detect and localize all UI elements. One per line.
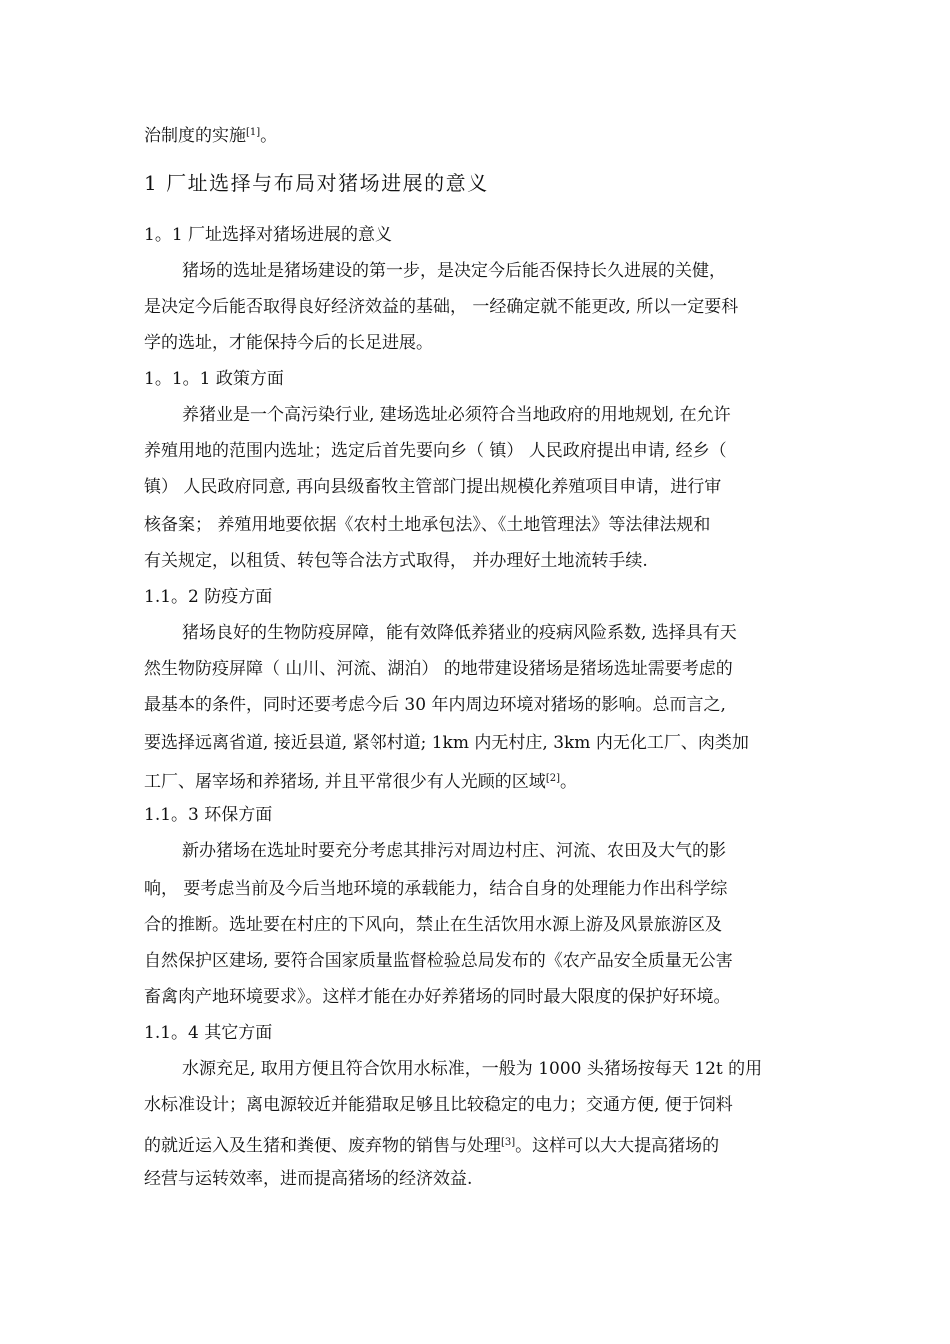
paragraph-line: 猪场良好的生物防疫屏障，能有效降低养猪业的疫病风险系数, 选择具有天 bbox=[182, 623, 737, 643]
subsection-heading: 1.1。3 环保方面 bbox=[144, 805, 273, 825]
paragraph-line: 水标准设计；离电源较近并能猎取足够且比较稳定的电力；交通方便, 便于饲料 bbox=[144, 1095, 733, 1115]
paragraph-line: 合的推断。选址要在村庄的下风向，禁止在生活饮用水源上游及风景旅游区及 bbox=[144, 915, 722, 935]
citation-ref: [3] bbox=[501, 1137, 516, 1148]
paragraph-line: 畜禽肉产地环境要求》。这样才能在办好养猪场的同时最大限度的保护好环境。 bbox=[144, 987, 731, 1007]
paragraph-line: 是决定今后能否取得良好经济效益的基础， 一经确定就不能更改, 所以一定要科 bbox=[144, 297, 739, 317]
paragraph-line: 新办猪场在选址时要充分考虑其排污对周边村庄、河流、农田及大气的影 bbox=[182, 841, 726, 861]
paragraph-line: 经营与运转效率，进而提高猪场的经济效益. bbox=[144, 1169, 473, 1189]
subsection-heading: 1。1 厂址选择对猪场进展的意义 bbox=[144, 225, 393, 245]
paragraph-line: 自然保护区建场, 要符合国家质量监督检验总局发布的《农产品安全质量无公害 bbox=[144, 951, 733, 971]
paragraph-line: 工厂、屠宰场和养猪场, 并且平常很少有人光顾的区域[2]。 bbox=[144, 772, 577, 792]
paragraph-line: 治制度的实施[1]。 bbox=[144, 126, 278, 146]
subsection-heading: 1。1。1 政策方面 bbox=[144, 369, 284, 389]
paragraph-line: 学的选址，才能保持今后的长足进展。 bbox=[144, 333, 433, 353]
paragraph-line: 最基本的条件，同时还要考虑今后 30 年内周边环境对猪场的影响。总而言之, bbox=[144, 695, 726, 715]
paragraph-line: 响， 要考虑当前及今后当地环境的承载能力，结合自身的处理能力作出科学综 bbox=[144, 879, 728, 899]
subsection-heading: 1.1。4 其它方面 bbox=[144, 1023, 273, 1043]
paragraph-line: 的就近运入及生猪和粪便、废弃物的销售与处理[3]。这样可以大大提高猪场的 bbox=[144, 1136, 720, 1156]
citation-ref: [1] bbox=[246, 127, 261, 138]
paragraph-line: 养猪业是一个高污染行业, 建场选址必须符合当地政府的用地规划, 在允许 bbox=[182, 405, 731, 425]
paragraph-line: 然生物防疫屏障（ 山川、河流、湖泊） 的地带建设猪场是猪场选址需要考虑的 bbox=[144, 659, 733, 679]
subsection-heading: 1.1。2 防疫方面 bbox=[144, 587, 273, 607]
paragraph-line: 养殖用地的范围内选址；选定后首先要向乡（ 镇） 人民政府提出申请, 经乡（ bbox=[144, 441, 727, 461]
paragraph-line: 猪场的选址是猪场建设的第一步，是决定今后能否保持长久进展的关健， bbox=[182, 261, 726, 281]
paragraph-line: 有关规定，以租赁、转包等合法方式取得， 并办理好土地流转手续. bbox=[144, 551, 648, 571]
section-heading: 1 厂址选择与布局对猪场进展的意义 bbox=[144, 171, 489, 195]
citation-ref: [2] bbox=[545, 773, 560, 784]
paragraph-line: 要选择远离省道, 接近县道, 紧邻村道; 1km 内无村庄, 3km 内无化工厂、肉类加 bbox=[144, 733, 749, 753]
paragraph-line: 核备案； 养殖用地要依据《农村土地承包法》、《土地管理法》等法律法规和 bbox=[144, 515, 711, 535]
paragraph-line: 水源充足, 取用方便且符合饮用水标准，一般为 1000 头猪场按每天 12t 的用 bbox=[182, 1059, 763, 1079]
paragraph-line: 镇） 人民政府同意, 再向县级畜牧主管部门提出规模化养殖项目申请，进行审 bbox=[144, 477, 722, 497]
